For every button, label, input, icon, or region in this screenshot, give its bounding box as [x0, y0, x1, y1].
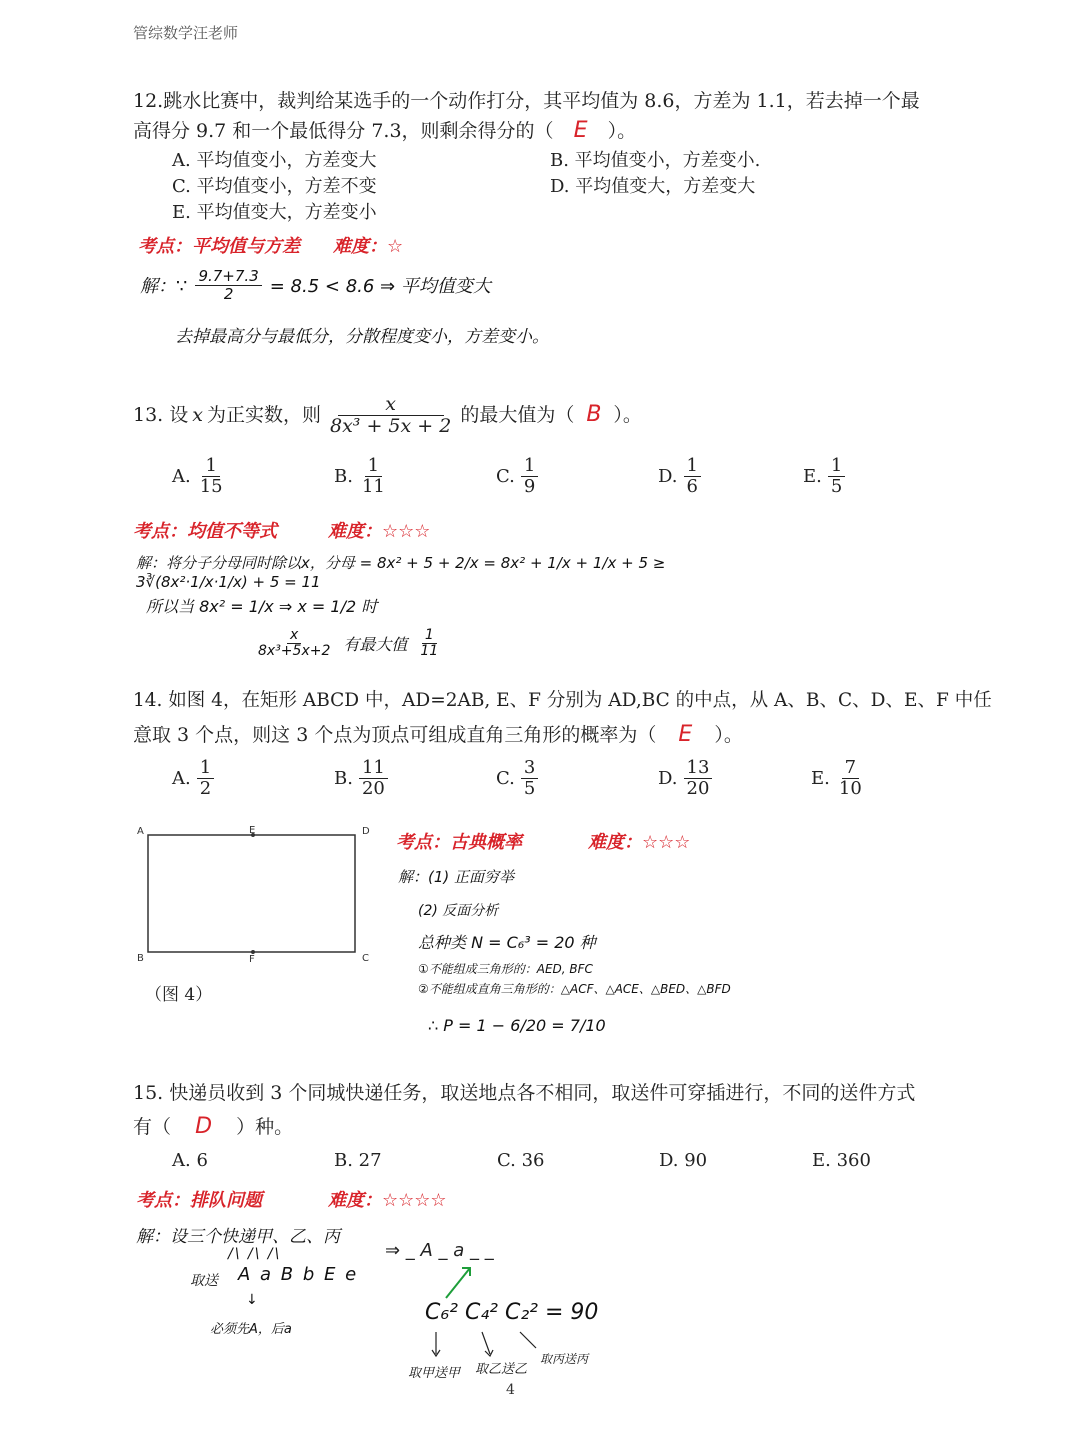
frac-num: 7	[842, 758, 859, 779]
q12-sol-frac-num: 9.7+7.3	[195, 268, 261, 286]
q13-sol-max-label: 有最大值	[343, 635, 408, 655]
q15-line2	[133, 1112, 1003, 1142]
q14-line2-pre: 意取 3 个点，则这 3 个点为顶点可组成直角三角形的概率为（	[133, 724, 657, 746]
green-arrow-icon	[440, 1262, 480, 1302]
q13-mid: 为正实数，则	[206, 404, 321, 427]
frac-num: 1	[202, 456, 219, 477]
q13-sol-frac-num: x	[287, 628, 301, 644]
q14-line2	[133, 720, 1003, 750]
q14-option-frac	[197, 758, 214, 799]
q13-option-letter: A.	[172, 465, 191, 487]
q14-solution-6: ∴ P = 1 − 6/20 = 7/10	[428, 1016, 606, 1035]
frac-den: 5	[523, 777, 536, 799]
q15-sub1: 取甲送甲	[408, 1366, 461, 1381]
frac-den: 15	[199, 475, 223, 497]
q12-answer: E	[573, 118, 588, 143]
q12-line1: 12.跳水比赛中，裁判给某选手的一个动作打分，其平均值为 8.6，方差为 1.1，若去掉一个最	[133, 90, 920, 112]
q13-solution-1: 解：将分子分母同时除以x，分母 = 8x² + 5 + 2/x = 8x² + 1/x + 1/x + 5 ≥ 3∛(8x²·1/x·1/x) + 5 = 11	[136, 554, 666, 591]
q12-solution-2: 去掉最高分与最低分，分散程度变小，方差变小。	[175, 327, 549, 347]
q14-answer: E	[678, 722, 693, 747]
frac-den: 6	[686, 475, 698, 497]
q15-option-d: D. 90	[659, 1150, 708, 1171]
q14-line1: 14. 如图 4，在矩形 ABCD 中，AD=2AB, E、F 分别为 AD,BC 的中点，从 A、B、C、D、E、F 中任	[133, 690, 992, 711]
q14-option-letter: A.	[172, 767, 191, 789]
q12-option-b: B. 平均值变小，方差变小.	[550, 150, 761, 171]
q13-option-letter: B.	[334, 465, 353, 487]
q15-text	[133, 1078, 1003, 1142]
q15-arrow-down: ↓	[246, 1292, 258, 1308]
q13-solution-3	[255, 628, 441, 660]
q12-line2-post: ）。	[607, 120, 637, 142]
frac-num: 1	[365, 456, 382, 477]
q14-solution-1: 解：(1) 正面穷举	[398, 868, 515, 886]
q12-line2	[133, 116, 993, 146]
q13-option-frac	[197, 456, 226, 497]
q13-option-frac	[521, 456, 538, 497]
frac-num: 13	[684, 758, 713, 779]
frac-num: 1	[684, 456, 701, 477]
q12-solution-1	[140, 268, 491, 302]
q12-nandu: 难度：☆	[333, 236, 404, 257]
figure-label-b: B	[137, 953, 144, 964]
q12-sol-frac-den: 2	[223, 284, 234, 303]
q14-solution-2: (2) 反面分析	[418, 903, 499, 919]
q13-frac-den: 8x³ + 5x + 2	[330, 414, 452, 437]
q15-answer: D	[195, 1114, 213, 1139]
q15-sub3: 取丙送丙	[540, 1352, 589, 1366]
q15-slots-text: ⇒ _ A _ a _ _	[385, 1240, 494, 1261]
q13-nandu: 难度：☆☆☆	[328, 521, 431, 542]
q13-kaodian: 考点：均值不等式	[133, 521, 277, 542]
q14-solution-4: ①不能组成三角形的：AED, BFC	[418, 962, 593, 976]
q15-slots	[385, 1240, 494, 1261]
q13-sol-frac-den: 8x³+5x+2	[258, 643, 331, 660]
q15-line2-post: ）种。	[236, 1116, 294, 1138]
q14-option-b	[334, 758, 496, 799]
q13-option-d	[658, 456, 803, 497]
q13-sol-max-den: 11	[420, 643, 439, 660]
q13-fraction	[327, 394, 454, 437]
q13-var: x	[192, 404, 203, 427]
q14-option-c	[496, 758, 658, 799]
frac-num: 3	[521, 758, 538, 779]
q13-solution-2: 所以当 8x² = 1/x ⇒ x = 1/2 时	[146, 597, 378, 616]
frac-num: 1	[197, 758, 214, 779]
q13-sol-max-fraction	[417, 628, 441, 660]
q13-option-e	[803, 456, 923, 497]
q14-text	[133, 686, 1003, 750]
frac-den: 2	[199, 777, 212, 799]
q13-option-letter: E.	[803, 465, 822, 487]
page-header: 管综数学汪老师	[133, 24, 239, 42]
figure-label-f: F	[249, 954, 255, 965]
q15-option-b: B. 27	[334, 1150, 382, 1171]
q13-sol-fraction	[255, 628, 333, 660]
q15-must: 必须先A，后a	[210, 1322, 292, 1337]
q13-pre: 13. 设	[133, 404, 189, 427]
q15-solution-1: 解：设三个快递甲、乙、丙	[136, 1227, 340, 1247]
q14-option-frac	[684, 758, 713, 799]
q14-option-frac	[836, 758, 865, 799]
q15-option-c: C. 36	[497, 1150, 545, 1171]
q13-post-pre: 的最大值为（	[460, 404, 575, 427]
q14-solution-5: ②不能组成直角三角形的：△ACF、△ACE、△BED、△BFD	[418, 982, 731, 996]
q15-sub2: 取乙送乙	[475, 1362, 528, 1377]
q14-nandu: 难度：☆☆☆	[588, 832, 691, 853]
q13-option-c	[496, 456, 658, 497]
q12-option-c: C. 平均值变小，方差不变	[172, 176, 377, 197]
frac-den: 20	[361, 777, 385, 799]
q15-qs-label: 取送	[190, 1273, 218, 1289]
rectangle-abcd	[148, 835, 355, 952]
q14-option-letter: B.	[334, 767, 353, 789]
frac-num: 1	[521, 456, 538, 477]
q14-option-letter: E.	[811, 767, 830, 789]
q13-option-frac	[684, 456, 701, 497]
q12-sol-eq: = 8.5 < 8.6 ⇒ 平均值变大	[269, 276, 491, 297]
q14-options	[172, 758, 931, 799]
frac-den: 20	[686, 777, 710, 799]
q15-kaodian: 考点：排队问题	[136, 1190, 262, 1211]
q12-sol-label: 解：∵	[140, 276, 188, 297]
figure-label-c: C	[362, 953, 369, 964]
q15-nandu: 难度：☆☆☆☆	[328, 1190, 447, 1211]
q13-option-frac	[359, 456, 388, 497]
q12-line2-pre: 高得分 9.7 和一个最低得分 7.3，则剩余得分的（	[133, 120, 554, 142]
q15-option-e: E. 360	[812, 1150, 871, 1171]
q13-frac-num: x	[338, 394, 444, 416]
figure-label-d: D	[362, 826, 370, 837]
q13-sol-max-num: 1	[422, 628, 437, 644]
q14-option-e	[811, 758, 931, 799]
q12-kaodian: 考点：平均值与方差	[138, 236, 300, 257]
q13-option-letter: D.	[658, 465, 678, 487]
q12-text	[133, 86, 993, 146]
q14-option-frac	[521, 758, 538, 799]
q14-option-frac	[359, 758, 388, 799]
frac-den: 5	[830, 475, 843, 497]
q13-option-letter: C.	[496, 465, 515, 487]
q13-answer: B	[586, 402, 602, 428]
frac-den: 9	[523, 475, 536, 497]
q14-option-a	[172, 758, 334, 799]
q13-post-post: ）。	[613, 404, 642, 427]
figure-label-e: E	[249, 825, 256, 836]
q13-option-frac	[828, 456, 845, 497]
q15-ticks: /\ /\ /\	[228, 1246, 282, 1262]
q15-line1: 15. 快递员收到 3 个同城快递任务，取送地点各不相同，取送件可穿插进行，不同的送件方式	[133, 1082, 916, 1104]
q15-option-a: A. 6	[172, 1150, 208, 1171]
q14-option-letter: C.	[496, 767, 515, 789]
q12-option-e: E. 平均值变大，方差变小	[172, 202, 377, 223]
figure-caption: （图 4）	[145, 985, 213, 1005]
q14-option-letter: D.	[658, 767, 678, 789]
frac-den: 11	[361, 475, 385, 497]
page-number: 4	[506, 1382, 515, 1398]
q12-option-a: A. 平均值变小，方差变大	[172, 150, 377, 171]
q14-option-d	[658, 758, 811, 799]
q14-solution-3: 总种类 N = C₆³ = 20 种	[418, 933, 596, 952]
frac-num: 1	[828, 456, 845, 477]
q15-line2-pre: 有（	[133, 1116, 172, 1138]
q15-letters: A a B b E e	[238, 1264, 359, 1285]
frac-den: 10	[838, 777, 862, 799]
q12-option-d: D. 平均值变大，方差变大	[550, 176, 756, 197]
q13-option-b	[334, 456, 496, 497]
q13-options	[172, 456, 923, 497]
frac-num: 11	[359, 758, 388, 779]
q13-text	[133, 394, 642, 437]
figure-label-a: A	[137, 826, 144, 837]
figure-4-rectangle	[135, 824, 385, 966]
q14-kaodian: 考点：古典概率	[396, 832, 522, 853]
q14-line2-post: ）。	[714, 724, 743, 746]
q12-sol-fraction	[195, 268, 261, 302]
q13-option-a	[172, 456, 334, 497]
q15-comb: C₆² C₄² C₂² = 90	[425, 1300, 599, 1325]
